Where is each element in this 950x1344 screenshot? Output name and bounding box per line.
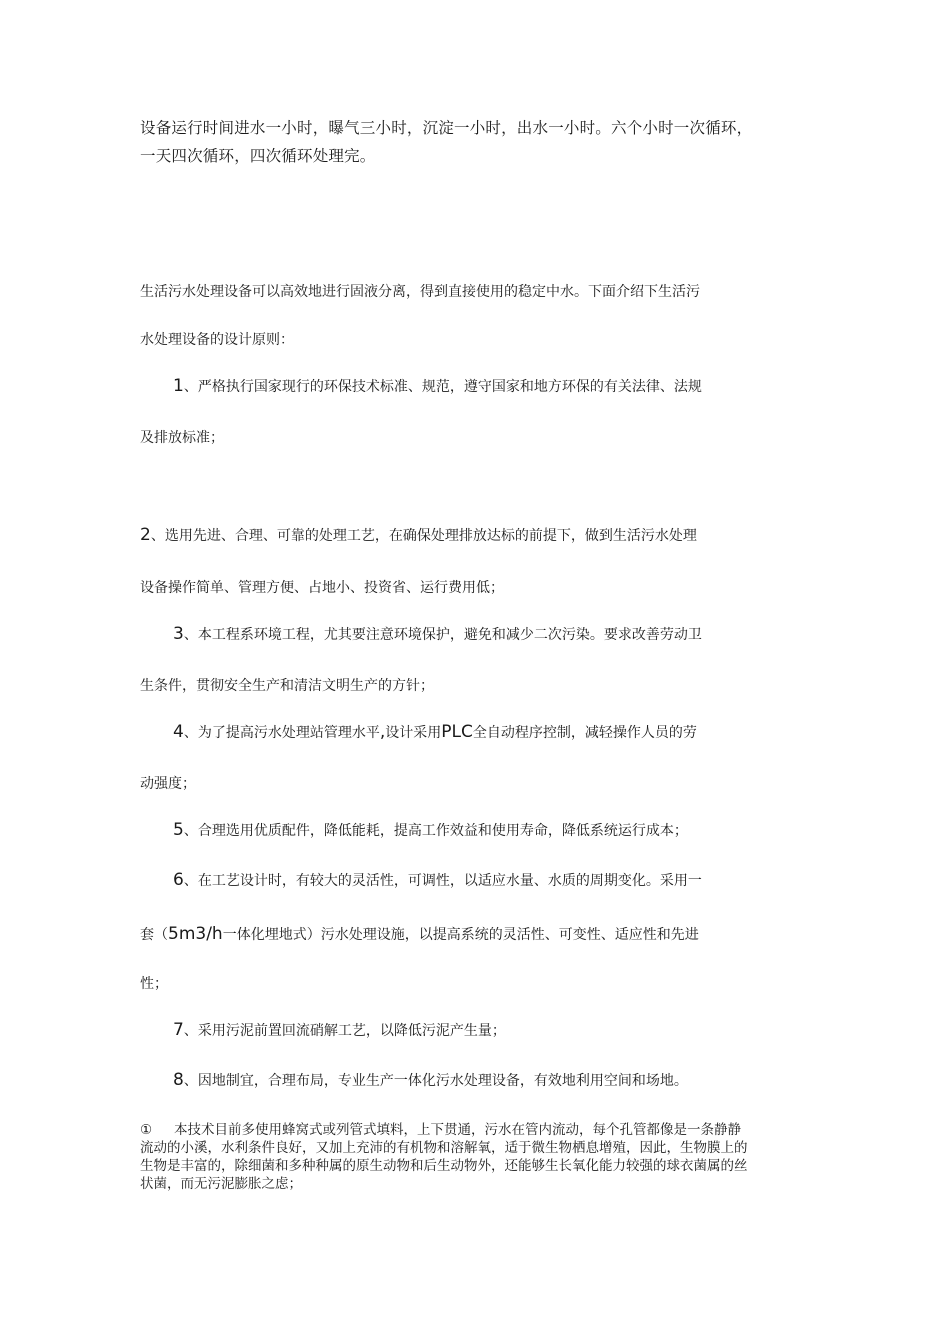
principle-text: 、因地制宜，合理布局，专业生产一体化污水处理设备，有效地利用空间和场地。 bbox=[183, 1073, 688, 1089]
principle-1-cont: 及排放标准； bbox=[140, 430, 224, 446]
principle-number: 7 bbox=[173, 1020, 184, 1040]
principle-2-cont: 设备操作简单、管理方便、占地小、投资省、运行费用低； bbox=[140, 580, 504, 596]
principle-number: 8 bbox=[173, 1070, 184, 1090]
principle-6-cont-2: 性； bbox=[140, 976, 168, 992]
principle-number: 6 bbox=[173, 870, 184, 890]
footnote-text: 本技术目前多使用蜂窝式或列管式填料，上下贯通，污水在管内流动，每个孔管都像是一条静静 bbox=[174, 1122, 741, 1138]
principle-6 bbox=[173, 870, 702, 891]
lead-line-1: 生活污水处理设备可以高效地进行固液分离，得到直接使用的稳定中水。下面介绍下生活污 bbox=[140, 284, 700, 300]
principle-5 bbox=[173, 820, 688, 841]
principle-text: 、采用污泥前置回流硝解工艺，以降低污泥产生量； bbox=[183, 1023, 506, 1039]
principle-text: 、选用先进、合理、可靠的处理工艺，在确保处理排放达标的前提下，做到生活污水处理 bbox=[150, 528, 697, 544]
intro-line-2: 一天四次循环，四次循环处理完。 bbox=[140, 147, 376, 165]
principle-6-cont bbox=[140, 924, 699, 945]
principle-7 bbox=[173, 1020, 506, 1041]
principle-number: 3 bbox=[173, 624, 184, 644]
principle-3-cont: 生条件，贯彻安全生产和清洁文明生产的方针； bbox=[140, 678, 434, 694]
intro-line-1: 设备运行时间进水一小时，曝气三小时，沉淀一小时，出水一小时。六个小时一次循环， bbox=[140, 119, 753, 137]
principle-text: 套（ bbox=[140, 927, 168, 943]
lead-line-2: 水处理设备的设计原则： bbox=[140, 332, 294, 348]
capacity-spec: 5m3/h bbox=[168, 924, 223, 944]
principle-number: 5 bbox=[173, 820, 184, 840]
principle-text: 、在工艺设计时，有较大的灵活性，可调性，以适应水量、水质的周期变化。采用一 bbox=[183, 873, 702, 889]
principle-text: 一体化埋地式）污水处理设施，以提高系统的灵活性、可变性、适应性和先进 bbox=[222, 927, 699, 943]
footnote-marker: ① bbox=[140, 1122, 153, 1138]
principle-text: 、合理选用优质配件，降低能耗，提高工作效益和使用寿命，降低系统运行成本； bbox=[183, 823, 688, 839]
principle-comma: , bbox=[379, 722, 386, 742]
footnote-line-2: 流动的小溪，水利条件良好，又加上充沛的有机物和溶解氧，适于微生物栖息增殖，因此，生物膜上的 bbox=[140, 1140, 748, 1156]
principle-2 bbox=[140, 525, 697, 546]
principle-3 bbox=[173, 624, 702, 645]
principle-number: 1 bbox=[173, 376, 184, 396]
plc-term: PLC bbox=[441, 722, 473, 742]
footnote-line-1 bbox=[140, 1121, 741, 1139]
principle-text: 全自动程序控制，减轻操作人员的劳 bbox=[472, 725, 697, 741]
principle-text: 设计采用 bbox=[385, 725, 442, 741]
principle-number: 4 bbox=[173, 722, 184, 742]
principle-number: 2 bbox=[140, 525, 151, 545]
principle-4-cont: 动强度； bbox=[140, 776, 196, 792]
principle-text: 、为了提高污水处理站管理水平 bbox=[183, 725, 380, 741]
principle-8 bbox=[173, 1070, 688, 1091]
principle-text: 、本工程系环境工程，尤其要注意环境保护，避免和减少二次污染。要求改善劳动卫 bbox=[183, 627, 702, 643]
principle-text: 、严格执行国家现行的环保技术标准、规范，遵守国家和地方环保的有关法律、法规 bbox=[183, 379, 702, 395]
footnote-line-3: 生物是丰富的，除细菌和多种种属的原生动物和后生动物外，还能够生长氧化能力较强的球衣菌属的丝 bbox=[140, 1158, 748, 1174]
principle-4 bbox=[173, 722, 697, 743]
footnote-line-4: 状菌，而无污泥膨胀之虑； bbox=[140, 1176, 302, 1192]
principle-1 bbox=[173, 376, 702, 397]
